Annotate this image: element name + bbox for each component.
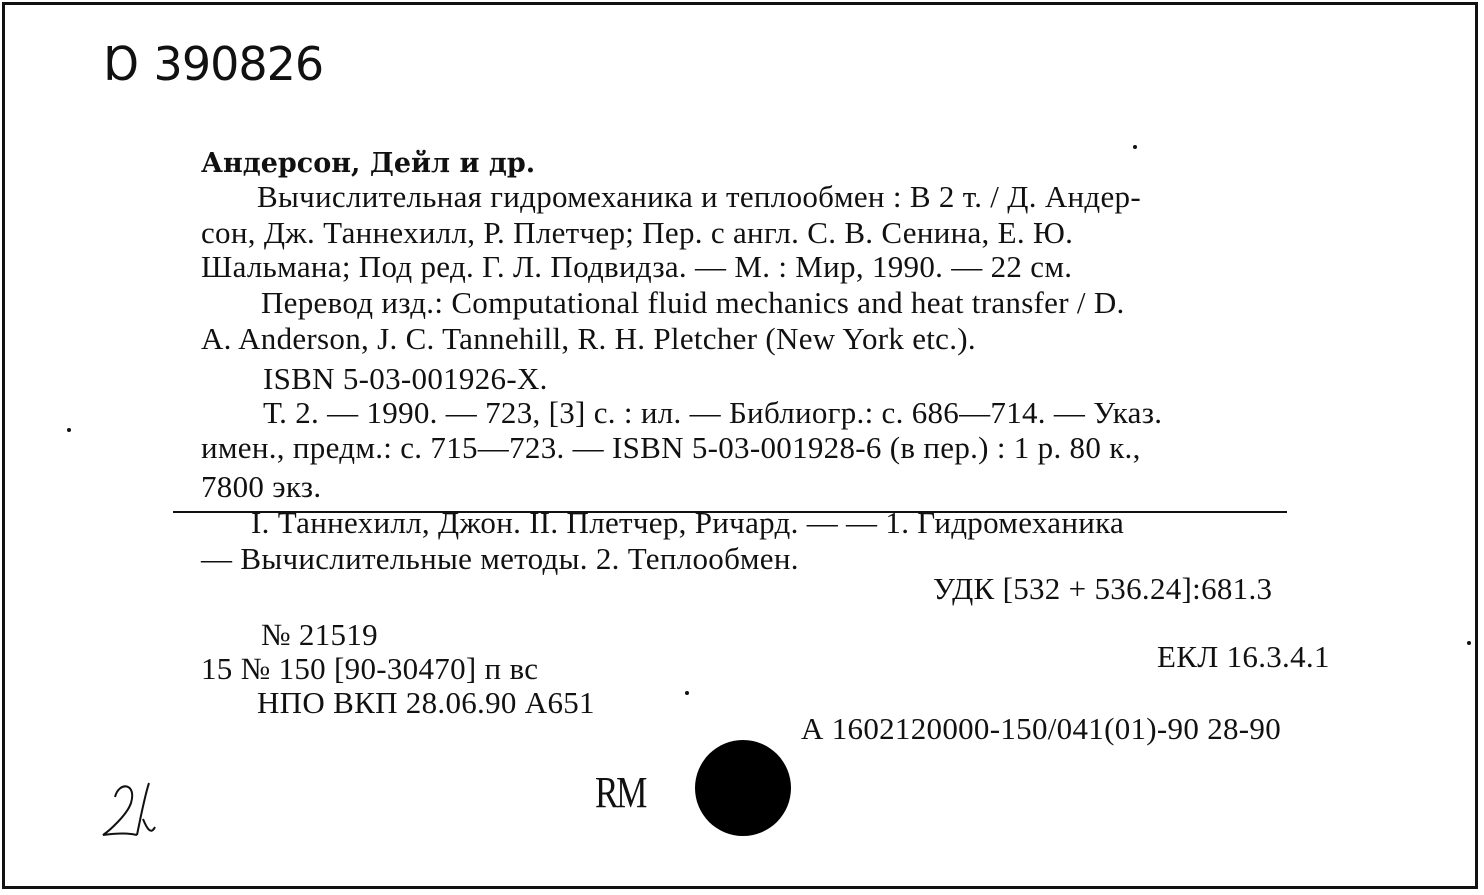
original-title-line-1: Перевод изд.: Computational fluid mechanics and heat transfer / D. bbox=[261, 285, 1125, 320]
speck bbox=[1133, 145, 1137, 149]
record-number: № 21519 bbox=[261, 617, 378, 652]
author-heading: Андерсон, Дейл и др. bbox=[201, 148, 536, 179]
volume-line-3: 7800 экз. bbox=[201, 469, 322, 504]
description-line-2: сон, Дж. Таннехилл, Р. Плетчер; Пер. с англ. С. В. Сенина, Е. Ю. bbox=[201, 215, 1074, 250]
speck bbox=[67, 428, 71, 432]
description-line-3: Шальмана; Под ред. Г. Л. Подвидза. — М. : Мир, 1990. — 22 см. bbox=[201, 249, 1073, 284]
isbn-set: ISBN 5-03-001926-X. bbox=[263, 361, 548, 396]
catalog-card bbox=[2, 2, 1478, 889]
rm-mark: RM bbox=[595, 768, 645, 817]
handwritten-mark bbox=[97, 775, 167, 845]
volume-line-2: имен., предм.: с. 715—723. — ISBN 5-03-001928-6 (в пер.) : 1 р. 80 к., bbox=[201, 430, 1141, 465]
tracing-line-1: I. Таннехилл, Джон. II. Плетчер, Ричард. — — 1. Гидромеханика bbox=[251, 505, 1125, 540]
classification-code: А 1602120000-150/041(01)-90 28-90 bbox=[801, 711, 1282, 746]
tracing-line-2: — Вычислительные методы. 2. Теплообмен. bbox=[201, 541, 799, 576]
speck bbox=[1467, 641, 1471, 645]
order-line: 15 № 150 [90-30470] п вс bbox=[201, 651, 539, 686]
speck bbox=[685, 691, 689, 695]
udc-code: УДК [532 + 536.24]:681.3 bbox=[933, 571, 1273, 606]
publisher-line: НПО ВКП 28.06.90 А651 bbox=[257, 685, 595, 720]
call-number: Ɒ 390826 bbox=[105, 37, 324, 91]
description-line-1: Вычислительная гидромеханика и теплообмен : В 2 т. / Д. Андер- bbox=[257, 179, 1141, 214]
black-dot-mark bbox=[695, 740, 791, 836]
ekl-code: ЕКЛ 16.3.4.1 bbox=[1157, 639, 1330, 674]
volume-line-1: Т. 2. — 1990. — 723, [3] с. : ил. — Библиогр.: с. 686—714. — Указ. bbox=[263, 395, 1163, 430]
original-title-line-2: A. Anderson, J. C. Tannehill, R. H. Pletcher (New York etc.). bbox=[201, 321, 976, 356]
